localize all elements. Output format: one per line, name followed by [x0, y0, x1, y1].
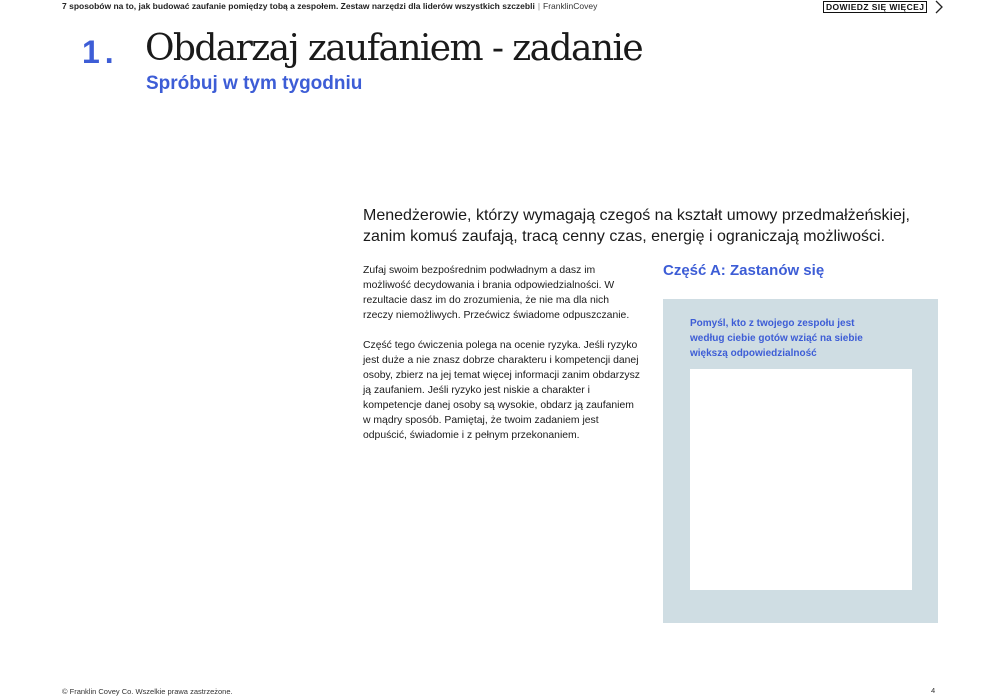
part-a-heading: Część A: Zastanów się [663, 262, 825, 279]
part-a-prompt: Pomyśl, kto z twojego zespołu jest według ciebie gotów wziąć na siebie większą odpowiedzialność [690, 318, 863, 359]
learn-more-button[interactable]: DOWIEDZ SIĘ WIĘCEJ [823, 1, 927, 13]
brand-name: FranklinCovey [543, 1, 598, 11]
learn-more-link[interactable] [823, 0, 943, 14]
lead-paragraph: Menedżerowie, którzy wymagają czegoś na kształt umowy przedmałżeńskiej, zanim komuś zaufają, tracą cenny czas, energię i ograniczają możliwości. [363, 207, 910, 245]
page-subtitle: Spróbuj w tym tygodniu [146, 73, 363, 94]
body-paragraph-1: Zufaj swoim bezpośrednim podwładnym a dasz im możliwość decydowania i brania odpowiedzialności. W rezultacie dasz im do zrozumienia, że nie ma dla nich rzeczy niemożliwych. Przećwicz świadome odpuszczanie. [363, 265, 630, 321]
document-header [62, 1, 597, 11]
chevron-right-icon[interactable] [935, 0, 943, 14]
page-number: 4 [931, 686, 936, 695]
part-a-panel [663, 299, 938, 623]
section-number: 1. [82, 34, 119, 70]
header-separator: | [537, 1, 541, 11]
document-title: 7 sposobów na to, jak budować zaufanie pomiędzy tobą a zespołem. Zestaw narzędzi dla liderów wszystkich szczebli [62, 1, 535, 11]
footer-copyright: © Franklin Covey Co. Wszelkie prawa zastrzeżone. [62, 687, 233, 696]
page-title: Obdarzaj zaufaniem - zadanie [145, 28, 643, 69]
body-text-column [363, 263, 641, 458]
part-a-answer-field[interactable] [690, 369, 912, 590]
body-paragraph-2: Część tego ćwiczenia polega na ocenie ryzyka. Jeśli ryzyko jest duże a nie znasz dobrze charakteru i kompetencji danej osoby, zbierz na jej temat więcej informacji zanim obdarzysz ją zaufaniem. Jeśli ryzyko jest niskie a charakter i kompetencje danej osoby są wysokie, obdarz ją zaufaniem w mądry sposób. Pamiętaj, że twoim zadaniem jest odpuścić, świadomie i z pełnym przekonaniem. [363, 340, 641, 441]
